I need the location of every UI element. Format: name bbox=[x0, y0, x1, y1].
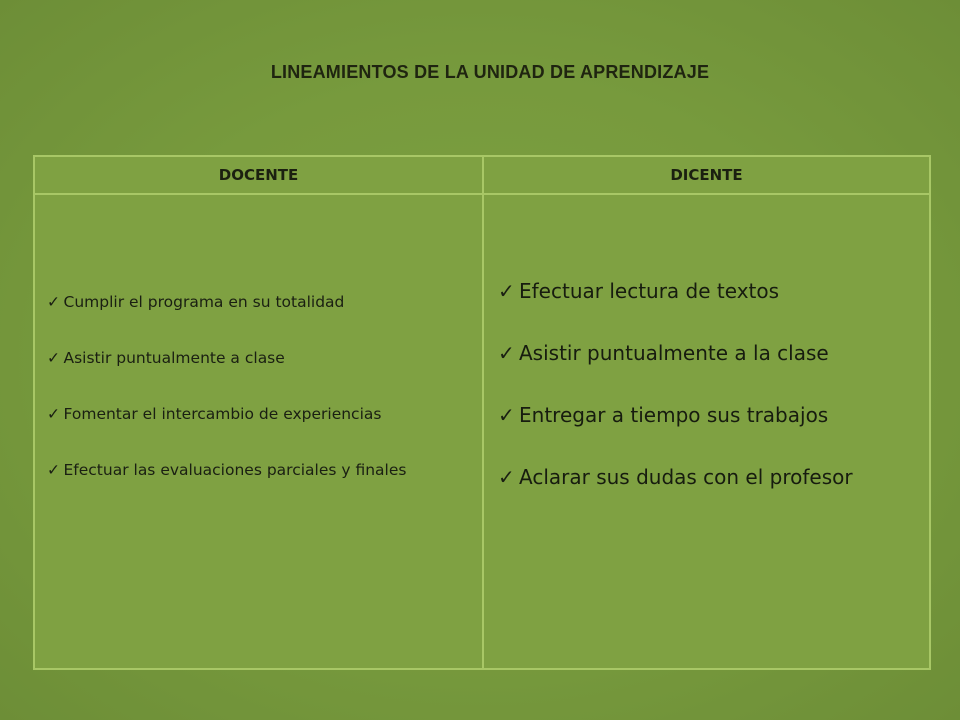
list-item bbox=[498, 401, 915, 429]
checkmark-icon: ✓ bbox=[498, 341, 515, 365]
list-item-text: Efectuar lectura de textos bbox=[519, 279, 780, 303]
checkmark-icon: ✓ bbox=[47, 461, 60, 479]
docente-cell bbox=[35, 195, 484, 668]
list-item-text: Fomentar el intercambio de experiencias bbox=[63, 405, 382, 423]
list-item bbox=[47, 291, 464, 314]
checkmark-icon: ✓ bbox=[47, 349, 60, 367]
checkmark-icon: ✓ bbox=[47, 293, 60, 311]
list-item bbox=[498, 463, 915, 491]
list-item-text: Asistir puntualmente a clase bbox=[63, 349, 285, 367]
header-docente: DOCENTE bbox=[35, 157, 484, 195]
dicente-cell bbox=[484, 195, 929, 668]
list-item-text: Efectuar las evaluaciones parciales y finales bbox=[63, 461, 407, 479]
list-item-text: Asistir puntualmente a la clase bbox=[519, 341, 829, 365]
list-item-text: Entregar a tiempo sus trabajos bbox=[519, 403, 829, 427]
checkmark-icon: ✓ bbox=[498, 465, 515, 489]
checkmark-icon: ✓ bbox=[47, 405, 60, 423]
docente-list bbox=[35, 195, 482, 482]
dicente-list bbox=[484, 195, 929, 491]
header-dicente: DICENTE bbox=[484, 157, 929, 195]
list-item bbox=[498, 277, 915, 305]
list-item bbox=[498, 339, 915, 367]
list-item bbox=[47, 403, 464, 426]
slide-title: LINEAMIENTOS DE LA UNIDAD DE APRENDIZAJE bbox=[270, 62, 710, 82]
list-item bbox=[47, 347, 464, 370]
list-item-text: Aclarar sus dudas con el profesor bbox=[519, 465, 853, 489]
list-item bbox=[47, 459, 464, 482]
checkmark-icon: ✓ bbox=[498, 403, 515, 427]
list-item-text: Cumplir el programa en su totalidad bbox=[63, 293, 345, 311]
checkmark-icon: ✓ bbox=[498, 279, 515, 303]
guidelines-table bbox=[33, 155, 931, 670]
